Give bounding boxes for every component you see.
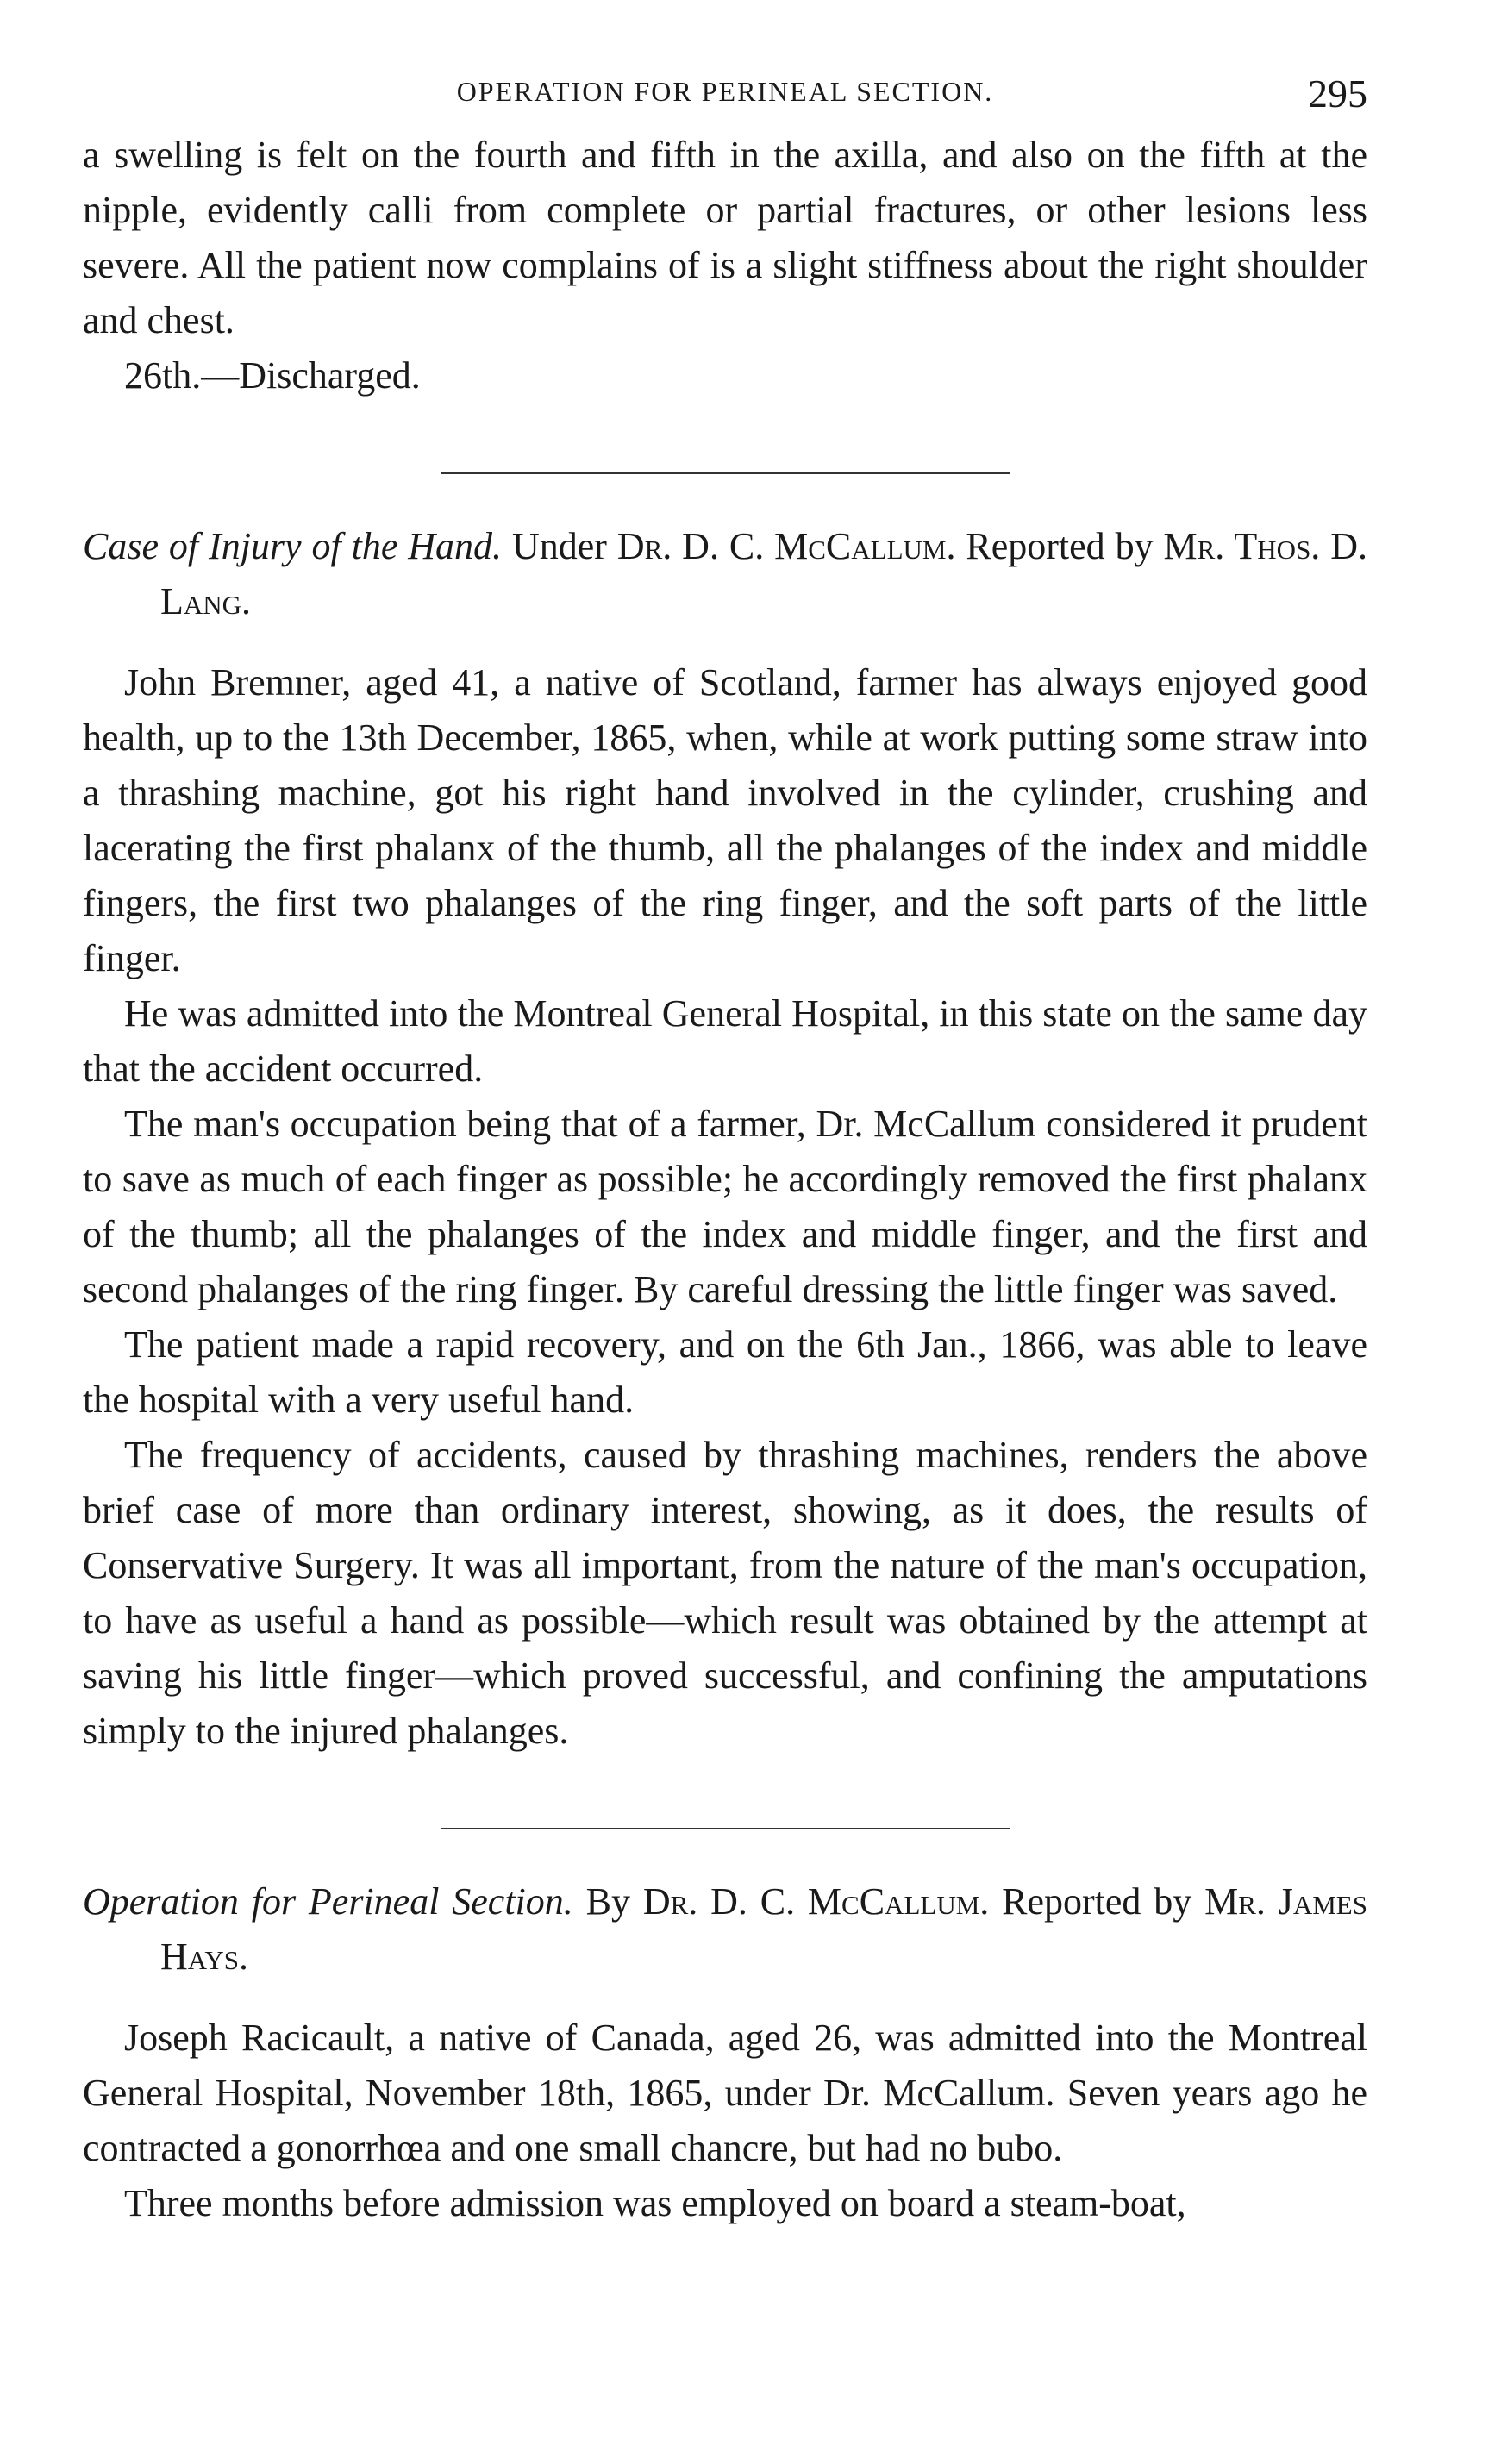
case-heading — [83, 519, 1367, 629]
byline-reported: Reported by — [1002, 1880, 1192, 1923]
case-paragraph: The man's occupation being that of a farmer, Dr. McCallum considered it prudent to save as much of each finger as possible; he accordingly removed the first phalanx of the thumb; all the phalanges of the index and middle finger, and the first and second phalanges of the ring finger. By careful dressing the little finger was saved. — [83, 1103, 1367, 1310]
surgeon-name: Dr. D. C. McCallum. — [616, 525, 956, 567]
byline-reported: Reported by — [966, 525, 1154, 567]
case-perineal-section — [83, 1874, 1367, 2231]
case-heading — [83, 1874, 1367, 1985]
case-paragraph: The frequency of accidents, caused by thrashing machines, renders the above brief case of more than ordinary interest, showing, as it does, the results of Conservative Surgery. It was all important, from the nature of the man's occupation, to have as useful a hand as possible—which result was obtained by the attempt at saving his little finger—which proved successful, and confining the amputations simply to the injured phalanges. — [83, 1434, 1367, 1752]
byline-prefix: Under — [511, 525, 607, 567]
case-title: Case of Injury of the Hand. — [83, 525, 503, 567]
continuation-section — [83, 128, 1367, 403]
continuation-paragraph: a swelling is felt on the fourth and fifth in the axilla, and also on the fifth at the nipple, evidently calli from complete or partial fractures, or other lesions less severe. All the patient now complains of is a slight stiffness about the right shoulder and chest. — [83, 134, 1367, 341]
case-paragraph: John Bremner, aged 41, a native of Scotland, farmer has always enjoyed good health, up to the 13th December, 1865, when, while at work putting some straw into a thrashing machine, got his right hand involved in the cylinder, crushing and lacerating the first phalanx of the thumb, all the phalanges of the index and middle fingers, the first two phalanges of the ring finger, and the soft parts of the little finger. — [83, 661, 1367, 979]
case-title: Operation for Perineal Section. — [83, 1880, 573, 1923]
page-number: 295 — [1308, 72, 1367, 116]
running-header — [83, 72, 1367, 128]
section-divider — [441, 472, 1010, 474]
running-title: OPERATION FOR PERINEAL SECTION. — [456, 76, 994, 107]
case-paragraph: The patient made a rapid recovery, and on the 6th Jan., 1866, was able to leave the hospital with a very useful hand. — [83, 1323, 1367, 1421]
case-paragraph: He was admitted into the Montreal General Hospital, in this state on the same day that the accident occurred. — [83, 992, 1367, 1090]
case-paragraph: Three months before admission was employed on board a steam-boat, — [124, 2182, 1186, 2224]
reporter-name: Mr. James Hays. — [160, 1880, 1367, 1978]
section-divider — [441, 1828, 1010, 1829]
discharge-note: 26th.—Discharged. — [124, 354, 421, 397]
byline-prefix: By — [585, 1880, 630, 1923]
case-paragraph: Joseph Racicault, a native of Canada, aged 26, was admitted into the Montreal General Hospital, November 18th, 1865, under Dr. McCallum. Seven years ago he contracted a gonorrhœa and one small chancre, but had no bubo. — [83, 2017, 1367, 2169]
reporter-name: Mr. Thos. D. Lang. — [160, 525, 1367, 622]
case-injury-of-hand — [83, 519, 1367, 1759]
book-page — [83, 72, 1367, 2231]
surgeon-name: Dr. D. C. McCallum. — [642, 1880, 990, 1923]
